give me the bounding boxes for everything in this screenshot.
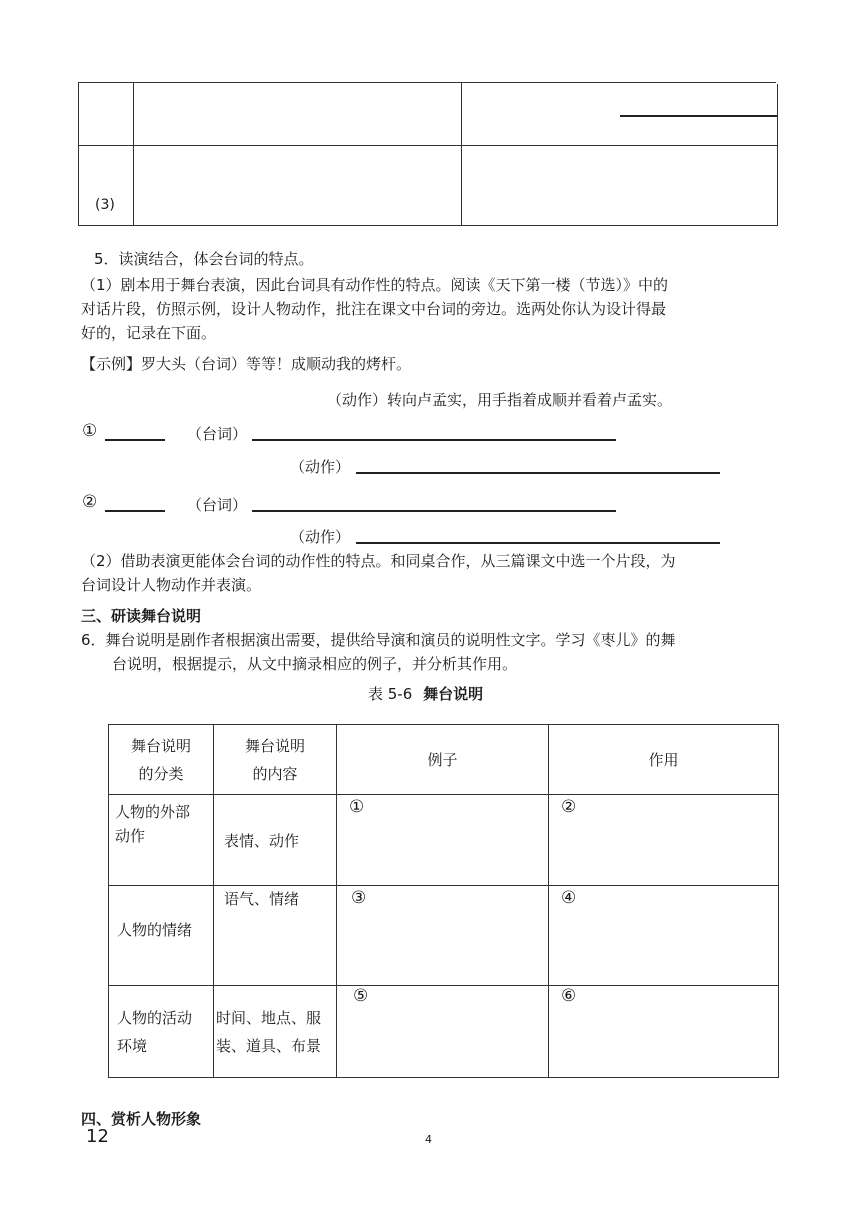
top-cell-content-1 [134,83,462,146]
header-content [214,725,337,795]
q5-title: 5．读演结合，体会台词的特点。 [94,250,314,268]
row1-example[interactable]: ① [337,795,549,886]
row2-content-text: 语气、情绪 [224,890,300,908]
row2-category [109,886,214,986]
q6-line1: 6．舞台说明是剧作者根据演出需要，提供给导演和演员的说明性文字。学习《枣儿》的舞 [81,631,676,649]
item1-name-blank[interactable] [105,439,165,441]
answer-table-top [78,82,778,226]
row3-effect[interactable]: ⑥ [549,986,779,1078]
q5-p1-line1: （1）剧本用于舞台表演，因此台词具有动作性的特点。阅读《天下第一楼（节选）》中的 [81,276,669,294]
row1-content-text: 表情、动作 [224,831,300,850]
item1-line-blank[interactable] [252,439,616,441]
item2-line-label: （台词） [187,496,248,514]
header-category-line1: 舞台说明 [130,736,191,755]
row3-content [214,986,337,1078]
row1-content [214,795,337,886]
q5-p1-line2: 对话片段，仿照示例，设计人物动作，批注在课文中台词的旁边。选两处你认为设计得最 [81,300,667,318]
q5-p2-line2: 台词设计人物动作并表演。 [81,576,262,594]
header-example: 例子 [337,725,549,795]
table-caption-prefix: 表 5-6 [368,685,413,703]
section4-heading: 四、赏析人物形象 [81,1110,202,1128]
table-header-row [109,725,779,795]
item2-action-blank[interactable] [356,542,720,544]
item2-name-blank[interactable] [105,510,165,512]
top-cell-answer-1 [462,83,778,146]
top-cell-label-1 [79,83,134,146]
row3-category [109,986,214,1078]
section3-heading: 三、研读舞台说明 [81,607,202,625]
table-caption-title: 舞台说明 [423,685,484,703]
q5-p1-line3: 好的，记录在下面。 [81,324,217,342]
row1-effect[interactable]: ② [549,795,779,886]
header-effect: 作用 [549,725,779,795]
q5-p2-line1: （2）借助表演更能体会台词的动作性的特点。和同桌合作，从三篇课文中选一个片段，为 [81,552,676,570]
q6-line2: 台说明，根据提示，从文中摘录相应的例子，并分析其作用。 [112,655,518,673]
row-label-3: (3) [95,197,115,213]
header-content-line1: 舞台说明 [244,736,305,755]
left-page-number: 12 [86,1126,109,1147]
row3-category-line2: 环境 [117,1036,148,1055]
row1-category [109,795,214,886]
item2-line-blank[interactable] [252,510,616,512]
item1-line-label: （台词） [187,425,248,443]
row1-category-line2: 动作 [115,827,146,845]
table-row [109,886,779,986]
item2-action-label: （动作） [290,528,351,546]
row2-effect[interactable]: ④ [549,886,779,986]
stage-direction-table [108,724,779,1078]
row1-category-line1: 人物的外部 [115,803,191,821]
item1-action-blank[interactable] [356,472,720,474]
table-caption [368,683,483,704]
q5-example-line1: 【示例】罗大头（台词）等等！成顺动我的烤杆。 [81,355,412,373]
top-cell-answer-3 [462,146,778,226]
row3-content-line1: 时间、地点、服 [216,1008,322,1027]
row3-example[interactable]: ⑤ [337,986,549,1078]
q5-example-line2: （动作）转向卢孟实，用手指着成顺并看着卢孟实。 [327,391,673,409]
top-cell-content-3 [134,146,462,226]
header-category-line2: 的分类 [138,764,184,783]
row2-category-text: 人物的情绪 [117,921,193,939]
item1-action-label: （动作） [290,458,351,476]
table-row [109,986,779,1078]
item2-number: ② [82,492,98,512]
row3-category-line1: 人物的活动 [117,1008,193,1027]
header-category [109,725,214,795]
top-cell-label-3 [79,146,134,226]
page-number: 4 [425,1133,432,1146]
table-gap [776,78,780,84]
table-row [109,795,779,886]
row3-content-line2: 装、道具、布景 [216,1036,322,1055]
row2-content [214,886,337,986]
item1-number: ① [82,421,98,441]
row2-example[interactable]: ③ [337,886,549,986]
answer-blank-line[interactable] [620,115,777,117]
header-content-line2: 的内容 [252,764,298,783]
